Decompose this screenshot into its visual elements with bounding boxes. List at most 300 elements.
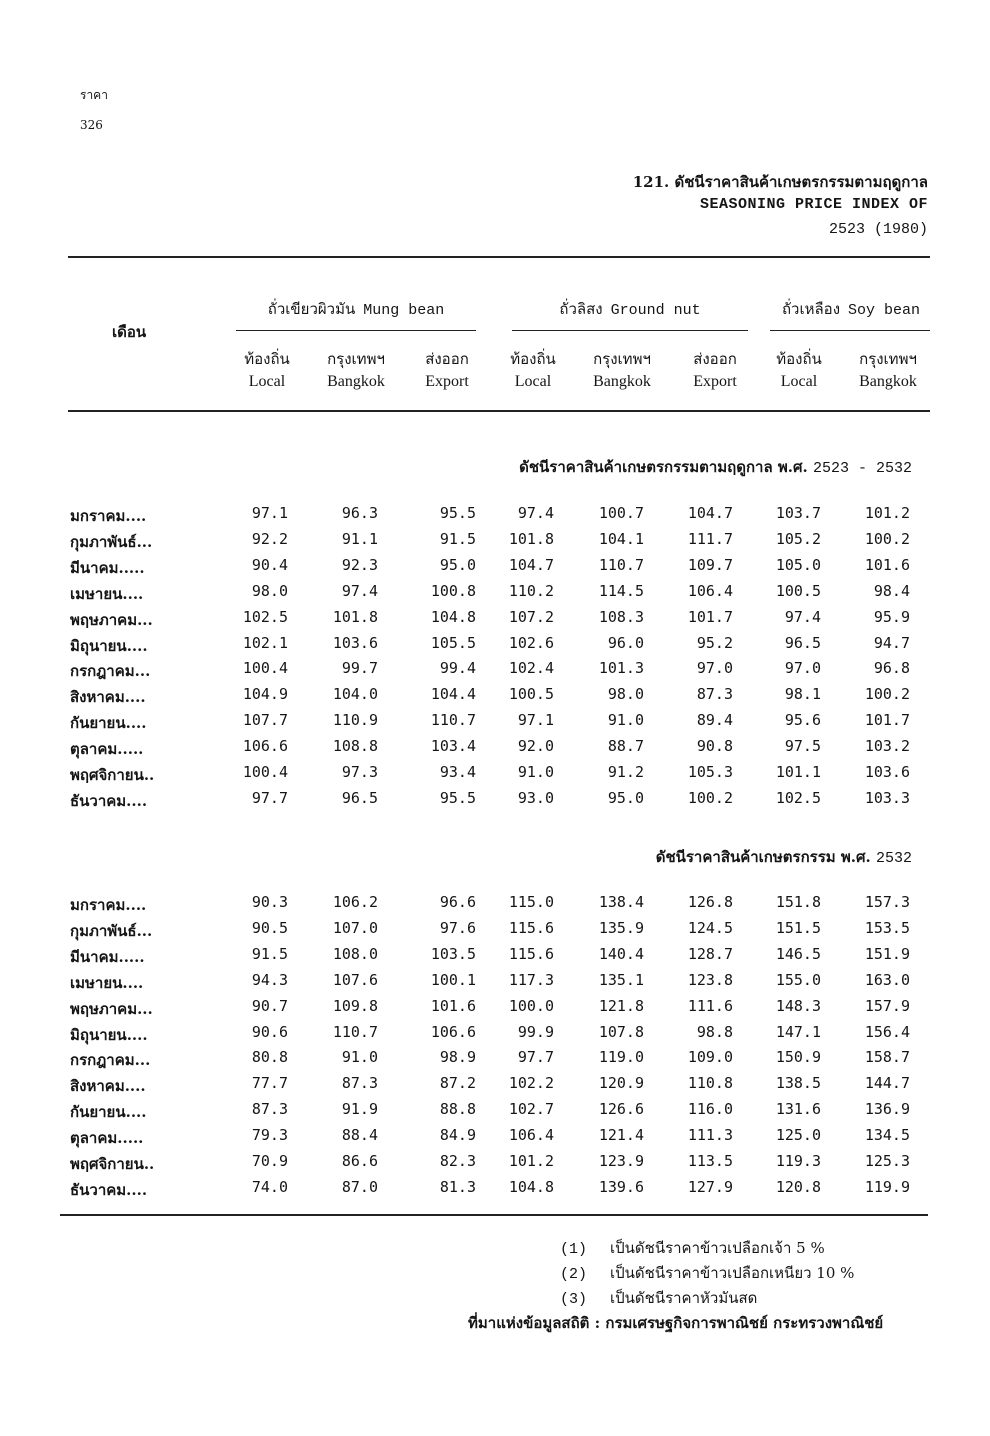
value-cell: 151.5	[775, 918, 821, 937]
value-cell: 98.8	[696, 1022, 733, 1041]
value-cell: 117.3	[508, 970, 554, 989]
footnote-number: (3)	[560, 1291, 588, 1308]
value-cell: 80.8	[251, 1048, 288, 1067]
value-cell: 96.6	[439, 893, 476, 911]
table-row	[70, 1100, 920, 1126]
column-header	[316, 347, 396, 391]
value-cell: 148.3	[775, 996, 821, 1015]
value-cell: 86.6	[341, 1152, 378, 1170]
value-cell: 138.4	[598, 893, 644, 911]
table-title-thai: 121. ดัชนีราคาสินค้าเกษตรกรรมตามฤดูกาล	[632, 173, 928, 191]
month-label: พฤษภาคม...	[70, 610, 153, 629]
column-header-thai: ส่งออก	[693, 350, 737, 368]
column-header	[848, 347, 928, 391]
value-cell: 163.0	[864, 970, 910, 989]
value-cell: 97.4	[341, 581, 378, 600]
value-cell: 97.1	[251, 504, 288, 522]
column-header-thai: ท้องถิ่น	[244, 350, 290, 368]
month-label: กรกฎาคม...	[70, 662, 151, 681]
value-cell: 134.5	[864, 1126, 910, 1145]
value-cell: 90.6	[251, 1022, 288, 1041]
group-header-english: Soy bean	[848, 302, 921, 319]
value-cell: 157.3	[864, 893, 910, 911]
column-header	[232, 347, 302, 391]
value-cell: 101.8	[508, 529, 554, 548]
value-cell: 103.6	[332, 633, 378, 652]
value-cell: 124.5	[687, 918, 733, 937]
value-cell: 107.7	[242, 711, 288, 730]
value-cell: 84.9	[439, 1126, 476, 1145]
value-cell: 100.5	[775, 581, 821, 600]
section-title-years: 2523 - 2532	[812, 460, 912, 477]
value-cell: 99.7	[341, 659, 378, 678]
section-title-years: 2532	[875, 850, 912, 867]
month-label: มีนาคม.....	[70, 558, 145, 577]
value-cell: 95.0	[607, 788, 644, 807]
value-cell: 95.9	[873, 607, 910, 626]
value-cell: 156.4	[864, 1022, 910, 1041]
value-cell: 108.0	[332, 944, 378, 963]
value-cell: 104.8	[430, 607, 476, 626]
value-cell: 97.3	[341, 763, 378, 781]
group-header-thai: ถั่วเหลือง	[781, 300, 841, 318]
value-cell: 91.0	[517, 763, 554, 781]
value-cell: 105.3	[687, 763, 733, 781]
value-cell: 98.4	[873, 581, 910, 600]
value-cell: 102.4	[508, 659, 554, 678]
table-bottom-rule	[60, 1214, 928, 1216]
value-cell: 115.6	[508, 944, 554, 963]
section-title-annual-index	[656, 845, 912, 869]
value-cell: 107.0	[332, 918, 378, 937]
value-cell: 97.4	[784, 607, 821, 626]
value-cell: 104.4	[430, 685, 476, 704]
source-note: ที่มาแห่งข้อมูลสถิติ : กรมเศรษฐกิจการพาณิชย์ กระทรวงพาณิชย์	[468, 1314, 884, 1332]
value-cell: 95.5	[439, 788, 476, 807]
value-cell: 95.0	[439, 555, 476, 574]
column-header-english: Export	[425, 373, 469, 390]
month-label: ตุลาคม.....	[70, 740, 144, 759]
value-cell: 70.9	[251, 1152, 288, 1170]
value-cell: 93.0	[517, 788, 554, 807]
column-header-thai: ท้องถิ่น	[776, 350, 822, 368]
column-header-thai: ท้องถิ่น	[510, 350, 556, 368]
value-cell: 94.3	[251, 970, 288, 989]
month-label: เมษายน....	[70, 584, 144, 603]
value-cell: 147.1	[775, 1022, 821, 1041]
value-cell: 100.2	[864, 529, 910, 548]
value-cell: 121.4	[598, 1126, 644, 1145]
group-header-thai: ถั่วลิสง	[559, 300, 603, 318]
value-cell: 103.2	[864, 737, 910, 756]
table-row	[70, 582, 920, 608]
value-cell: 96.8	[873, 659, 910, 678]
footnote-text: เป็นดัชนีราคาข้าวเปลือกเจ้า 5 %	[610, 1239, 825, 1257]
footnote-2	[560, 1261, 854, 1285]
value-cell: 120.9	[598, 1074, 644, 1093]
table-row	[70, 945, 920, 971]
table-row	[70, 1126, 920, 1152]
value-cell: 77.7	[251, 1074, 288, 1093]
value-cell: 109.8	[332, 996, 378, 1015]
value-cell: 104.1	[598, 529, 644, 548]
value-cell: 104.0	[332, 685, 378, 704]
table-row	[70, 1178, 920, 1204]
value-cell: 92.3	[341, 555, 378, 574]
header-bottom-rule	[68, 410, 930, 412]
value-cell: 96.5	[341, 788, 378, 807]
value-cell: 123.8	[687, 970, 733, 989]
table-row	[70, 1074, 920, 1100]
value-cell: 111.7	[687, 529, 733, 548]
month-label: มกราคม....	[70, 896, 147, 914]
value-cell: 126.8	[687, 893, 733, 911]
value-cell: 150.9	[775, 1048, 821, 1067]
value-cell: 106.6	[242, 737, 288, 756]
column-header-thai: กรุงเทพฯ	[593, 350, 651, 368]
value-cell: 100.5	[508, 685, 554, 704]
value-cell: 131.6	[775, 1100, 821, 1119]
group-header-english: Ground nut	[610, 302, 701, 319]
value-cell: 98.0	[251, 581, 288, 600]
value-cell: 105.2	[775, 529, 821, 548]
group-header-ground-nut	[512, 297, 748, 321]
value-cell: 104.9	[242, 685, 288, 704]
value-cell: 94.7	[873, 633, 910, 652]
value-cell: 103.3	[864, 788, 910, 807]
value-cell: 135.9	[598, 918, 644, 937]
value-cell: 119.0	[598, 1048, 644, 1067]
value-cell: 95.2	[696, 633, 733, 652]
value-cell: 90.5	[251, 918, 288, 937]
value-cell: 98.9	[439, 1048, 476, 1067]
value-cell: 98.1	[784, 685, 821, 704]
value-cell: 100.4	[242, 763, 288, 781]
value-cell: 153.5	[864, 918, 910, 937]
value-cell: 135.1	[598, 970, 644, 989]
value-cell: 119.3	[775, 1152, 821, 1170]
table-row	[70, 711, 920, 737]
table-title-english: SEASONING PRICE INDEX OF	[699, 196, 928, 213]
value-cell: 99.4	[439, 659, 476, 678]
value-cell: 100.7	[598, 504, 644, 522]
value-cell: 97.0	[784, 659, 821, 678]
value-cell: 101.7	[864, 711, 910, 730]
value-cell: 92.0	[517, 737, 554, 756]
column-header-thai: กรุงเทพฯ	[859, 350, 917, 368]
month-label: ธันวาคม....	[70, 1180, 148, 1199]
value-cell: 91.0	[341, 1048, 378, 1067]
value-cell: 109.0	[687, 1048, 733, 1067]
month-label: พฤศจิกายน..	[70, 766, 155, 784]
value-cell: 96.3	[341, 504, 378, 522]
value-cell: 136.9	[864, 1100, 910, 1119]
value-cell: 104.7	[508, 555, 554, 574]
value-cell: 96.0	[607, 633, 644, 652]
value-cell: 100.4	[242, 659, 288, 678]
column-header	[678, 347, 752, 391]
value-cell: 110.7	[430, 711, 476, 730]
column-header-english: Bangkok	[327, 373, 385, 390]
value-cell: 97.4	[517, 504, 554, 522]
footnote-number: (2)	[560, 1266, 588, 1283]
value-cell: 100.8	[430, 581, 476, 600]
footnote-3	[560, 1286, 757, 1310]
value-cell: 102.6	[508, 633, 554, 652]
month-label: มิถุนายน....	[70, 1025, 148, 1044]
month-label: พฤศจิกายน..	[70, 1155, 155, 1173]
footnote-number: (1)	[560, 1241, 588, 1258]
table-row	[70, 893, 920, 919]
value-cell: 87.3	[341, 1074, 378, 1093]
column-header-english: Bangkok	[859, 373, 917, 390]
value-cell: 100.2	[687, 788, 733, 807]
month-label: ตุลาคม.....	[70, 1129, 144, 1148]
value-cell: 139.6	[598, 1177, 644, 1196]
footnote-text: เป็นดัชนีราคาข้าวเปลือกเหนียว 10 %	[610, 1264, 855, 1282]
value-cell: 102.2	[508, 1074, 554, 1093]
column-header	[410, 347, 484, 391]
group-underline-ground-nut	[512, 330, 748, 331]
month-label: มกราคม....	[70, 507, 147, 525]
value-cell: 125.3	[864, 1152, 910, 1170]
group-header-soy-bean	[770, 297, 932, 321]
value-cell: 151.8	[775, 893, 821, 911]
table-row	[70, 1152, 920, 1178]
value-cell: 102.1	[242, 633, 288, 652]
value-cell: 74.0	[251, 1177, 288, 1196]
column-header	[582, 347, 662, 391]
value-cell: 106.4	[687, 581, 733, 600]
value-cell: 146.5	[775, 944, 821, 963]
value-cell: 101.6	[430, 996, 476, 1015]
value-cell: 110.7	[332, 1022, 378, 1041]
column-header-english: Export	[693, 373, 737, 390]
value-cell: 98.0	[607, 685, 644, 704]
table-row	[70, 1023, 920, 1049]
value-cell: 110.7	[598, 555, 644, 574]
value-cell: 91.5	[439, 529, 476, 548]
month-label: ธันวาคม....	[70, 791, 148, 810]
value-cell: 103.7	[775, 504, 821, 522]
value-cell: 101.6	[864, 555, 910, 574]
value-cell: 97.1	[517, 711, 554, 730]
value-cell: 107.8	[598, 1022, 644, 1041]
table-row	[70, 1048, 920, 1074]
month-label: กรกฎาคม...	[70, 1051, 151, 1070]
month-label: กุมภาพันธ์...	[70, 921, 153, 940]
value-cell: 91.1	[341, 529, 378, 548]
value-cell: 101.8	[332, 607, 378, 626]
value-cell: 128.7	[687, 944, 733, 963]
value-cell: 102.7	[508, 1100, 554, 1119]
value-cell: 123.9	[598, 1152, 644, 1170]
column-header-english: Local	[514, 373, 552, 390]
value-cell: 116.0	[687, 1100, 733, 1119]
value-cell: 108.8	[332, 737, 378, 756]
value-cell: 101.1	[775, 763, 821, 781]
section-title-seasonal-index	[519, 455, 912, 479]
value-cell: 103.4	[430, 737, 476, 756]
column-header-english: Bangkok	[593, 373, 651, 390]
table-row	[70, 634, 920, 660]
value-cell: 101.2	[508, 1152, 554, 1170]
value-cell: 104.8	[508, 1177, 554, 1196]
table-row	[70, 919, 920, 945]
footnote-text: เป็นดัชนีราคาหัวมันสด	[610, 1289, 758, 1307]
value-cell: 90.4	[251, 555, 288, 574]
value-cell: 127.9	[687, 1177, 733, 1196]
value-cell: 140.4	[598, 944, 644, 963]
value-cell: 90.8	[696, 737, 733, 756]
month-label: เมษายน....	[70, 973, 144, 992]
table-row	[70, 556, 920, 582]
value-cell: 144.7	[864, 1074, 910, 1093]
value-cell: 97.0	[696, 659, 733, 678]
table-row	[70, 971, 920, 997]
value-cell: 107.6	[332, 970, 378, 989]
value-cell: 93.4	[439, 763, 476, 781]
value-cell: 106.2	[332, 893, 378, 911]
value-cell: 111.6	[687, 996, 733, 1015]
value-cell: 110.8	[687, 1074, 733, 1093]
column-header	[764, 347, 834, 391]
value-cell: 97.5	[784, 737, 821, 756]
table-row	[70, 997, 920, 1023]
value-cell: 101.7	[687, 607, 733, 626]
value-cell: 87.2	[439, 1074, 476, 1093]
value-cell: 91.5	[251, 944, 288, 963]
table-row	[70, 685, 920, 711]
page-number: 326	[80, 118, 103, 132]
column-header-english: Local	[780, 373, 818, 390]
value-cell: 155.0	[775, 970, 821, 989]
value-cell: 108.3	[598, 607, 644, 626]
value-cell: 107.2	[508, 607, 554, 626]
value-cell: 88.8	[439, 1100, 476, 1119]
value-cell: 101.2	[864, 504, 910, 522]
section-title-thai: ดัชนีราคาสินค้าเกษตรกรรมตามฤดูกาล พ.ศ.	[519, 458, 808, 476]
value-cell: 104.7	[687, 504, 733, 522]
group-underline-soy-bean	[770, 330, 930, 331]
value-cell: 110.2	[508, 581, 554, 600]
footnote-1	[560, 1236, 825, 1260]
table-row	[70, 789, 920, 815]
table-row	[70, 608, 920, 634]
value-cell: 96.5	[784, 633, 821, 652]
value-cell: 151.9	[864, 944, 910, 963]
group-header-english: Mung bean	[363, 302, 445, 319]
value-cell: 106.6	[430, 1022, 476, 1041]
table-row	[70, 530, 920, 556]
value-cell: 99.9	[517, 1022, 554, 1041]
value-cell: 103.5	[430, 944, 476, 963]
value-cell: 102.5	[775, 788, 821, 807]
month-label: กันยายน....	[70, 1103, 147, 1122]
table-row	[70, 763, 920, 789]
value-cell: 138.5	[775, 1074, 821, 1093]
column-header-thai: กรุงเทพฯ	[327, 350, 385, 368]
group-underline-mung-bean	[236, 330, 476, 331]
group-header-mung-bean	[236, 297, 476, 321]
value-cell: 88.4	[341, 1126, 378, 1145]
table-title-year: 2523 (1980)	[828, 221, 928, 238]
group-header-thai: ถั่วเขียวผิวมัน	[267, 300, 356, 318]
month-label: สิงหาคม....	[70, 1077, 146, 1096]
value-cell: 105.5	[430, 633, 476, 652]
column-header	[498, 347, 568, 391]
value-cell: 114.5	[598, 581, 644, 600]
value-cell: 79.3	[251, 1126, 288, 1145]
value-cell: 105.0	[775, 555, 821, 574]
value-cell: 103.6	[864, 763, 910, 781]
value-cell: 91.0	[607, 711, 644, 730]
value-cell: 89.4	[696, 711, 733, 730]
value-cell: 121.8	[598, 996, 644, 1015]
month-label: กุมภาพันธ์...	[70, 532, 153, 551]
value-cell: 81.3	[439, 1177, 476, 1196]
table-row	[70, 659, 920, 685]
value-cell: 91.2	[607, 763, 644, 781]
month-label: มีนาคม.....	[70, 947, 145, 966]
value-cell: 95.5	[439, 504, 476, 522]
table-row	[70, 504, 920, 530]
section-title-thai: ดัชนีราคาสินค้าเกษตรกรรม พ.ศ.	[655, 848, 871, 866]
value-cell: 91.9	[341, 1100, 378, 1119]
value-cell: 115.0	[508, 893, 554, 911]
value-cell: 90.7	[251, 996, 288, 1015]
table-row	[70, 737, 920, 763]
value-cell: 100.0	[508, 996, 554, 1015]
value-cell: 115.6	[508, 918, 554, 937]
value-cell: 100.2	[864, 685, 910, 704]
value-cell: 119.9	[864, 1177, 910, 1196]
value-cell: 125.0	[775, 1126, 821, 1145]
value-cell: 106.4	[508, 1126, 554, 1145]
value-cell: 126.6	[598, 1100, 644, 1119]
value-cell: 102.5	[242, 607, 288, 626]
value-cell: 158.7	[864, 1048, 910, 1067]
month-column-header: เดือน	[112, 323, 147, 341]
value-cell: 101.3	[598, 659, 644, 678]
value-cell: 90.3	[251, 893, 288, 911]
value-cell: 95.6	[784, 711, 821, 730]
value-cell: 88.7	[607, 737, 644, 756]
value-cell: 87.3	[696, 685, 733, 704]
month-label: กันยายน....	[70, 714, 147, 733]
value-cell: 113.5	[687, 1152, 733, 1170]
value-cell: 87.3	[251, 1100, 288, 1119]
value-cell: 97.6	[439, 918, 476, 937]
value-cell: 109.7	[687, 555, 733, 574]
column-header-thai: ส่งออก	[425, 350, 469, 368]
column-header-english: Local	[248, 373, 286, 390]
value-cell: 97.7	[251, 788, 288, 807]
month-label: สิงหาคม....	[70, 688, 146, 707]
table-top-rule	[68, 256, 930, 258]
month-label: มิถุนายน....	[70, 636, 148, 655]
value-cell: 110.9	[332, 711, 378, 730]
value-cell: 82.3	[439, 1152, 476, 1170]
month-label: พฤษภาคม...	[70, 999, 153, 1018]
value-cell: 87.0	[341, 1177, 378, 1196]
value-cell: 120.8	[775, 1177, 821, 1196]
value-cell: 157.9	[864, 996, 910, 1015]
value-cell: 111.3	[687, 1126, 733, 1145]
value-cell: 92.2	[251, 529, 288, 548]
value-cell: 100.1	[430, 970, 476, 989]
value-cell: 97.7	[517, 1048, 554, 1067]
